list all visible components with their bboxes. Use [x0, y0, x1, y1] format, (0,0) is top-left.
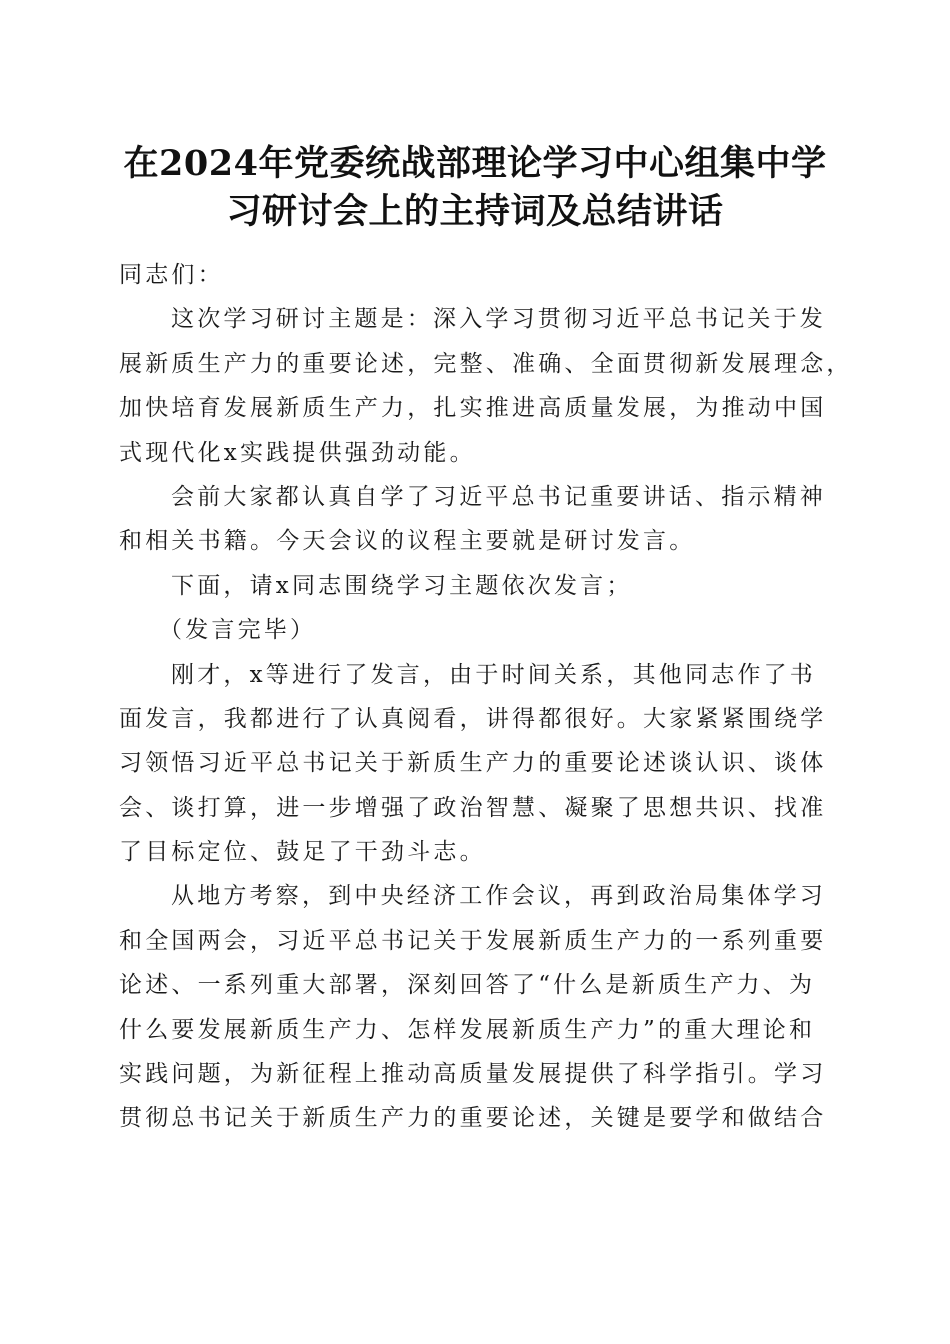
salutation: 同志们： — [119, 262, 224, 288]
paragraph-5-line-4: 会、谈打算，进一步增强了政治智慧、凝聚了思想共识、找准 — [119, 794, 827, 821]
paragraph-5-line-2: 面发言，我都进行了认真阅看，讲得都很好。大家紧紧围绕学 — [119, 705, 827, 732]
document-body — [119, 253, 853, 1141]
paragraph-4-line-1: （发言完毕） — [159, 617, 317, 644]
paragraph-6-line-2: 和全国两会，习近平总书记关于发展新质生产力的一系列重要 — [119, 927, 827, 954]
paragraph-6-line-5: 实践问题，为新征程上推动高质量发展提供了科学指引。学习 — [119, 1061, 827, 1088]
paragraph-6-line-6: 贯彻总书记关于新质生产力的重要论述，关键是要学和做结合 — [119, 1105, 827, 1132]
paragraph-1-line-1: 这次学习研讨主题是：深入学习贯彻习近平总书记关于发 — [171, 306, 826, 333]
paragraph-3-line-1: 下面，请x同志围绕学习主题依次发言； — [171, 572, 633, 599]
paragraph-2-line-1: 会前大家都认真自学了习近平总书记重要讲话、指示精神 — [171, 483, 826, 510]
paragraph-5-line-3: 习领悟习近平总书记关于新质生产力的重要论述谈认识、谈体 — [119, 750, 827, 777]
title-line-1: 在2024年党委统战部理论学习中心组集中学 — [123, 143, 827, 184]
paragraph-5-line-1: 刚才，x等进行了发言，由于时间关系，其他同志作了书 — [171, 661, 816, 688]
paragraph-6-line-4: 什么要发展新质生产力、怎样发展新质生产力”的重大理论和 — [119, 1016, 816, 1043]
paragraph-2-line-2: 和相关书籍。今天会议的议程主要就是研讨发言。 — [119, 528, 696, 555]
paragraph-1-line-3: 加快培育发展新质生产力，扎实推进高质量发展，为推动中国 — [119, 395, 827, 422]
paragraph-6-line-3: 论述、一系列重大部署，深刻回答了“什么是新质生产力、为 — [119, 972, 816, 999]
paragraph-1-line-4: 式现代化x实践提供强劲动能。 — [119, 439, 476, 466]
title-line-2: 习研讨会上的主持词及总结讲话 — [226, 191, 724, 232]
paragraph-5-line-5: 了目标定位、鼓足了干劲斗志。 — [119, 839, 486, 866]
document-title — [110, 140, 840, 236]
paragraph-1-line-2: 展新质生产力的重要论述，完整、准确、全面贯彻新发展理念， — [119, 350, 853, 377]
paragraph-6-line-1: 从地方考察，到中央经济工作会议，再到政治局集体学习 — [171, 883, 826, 910]
